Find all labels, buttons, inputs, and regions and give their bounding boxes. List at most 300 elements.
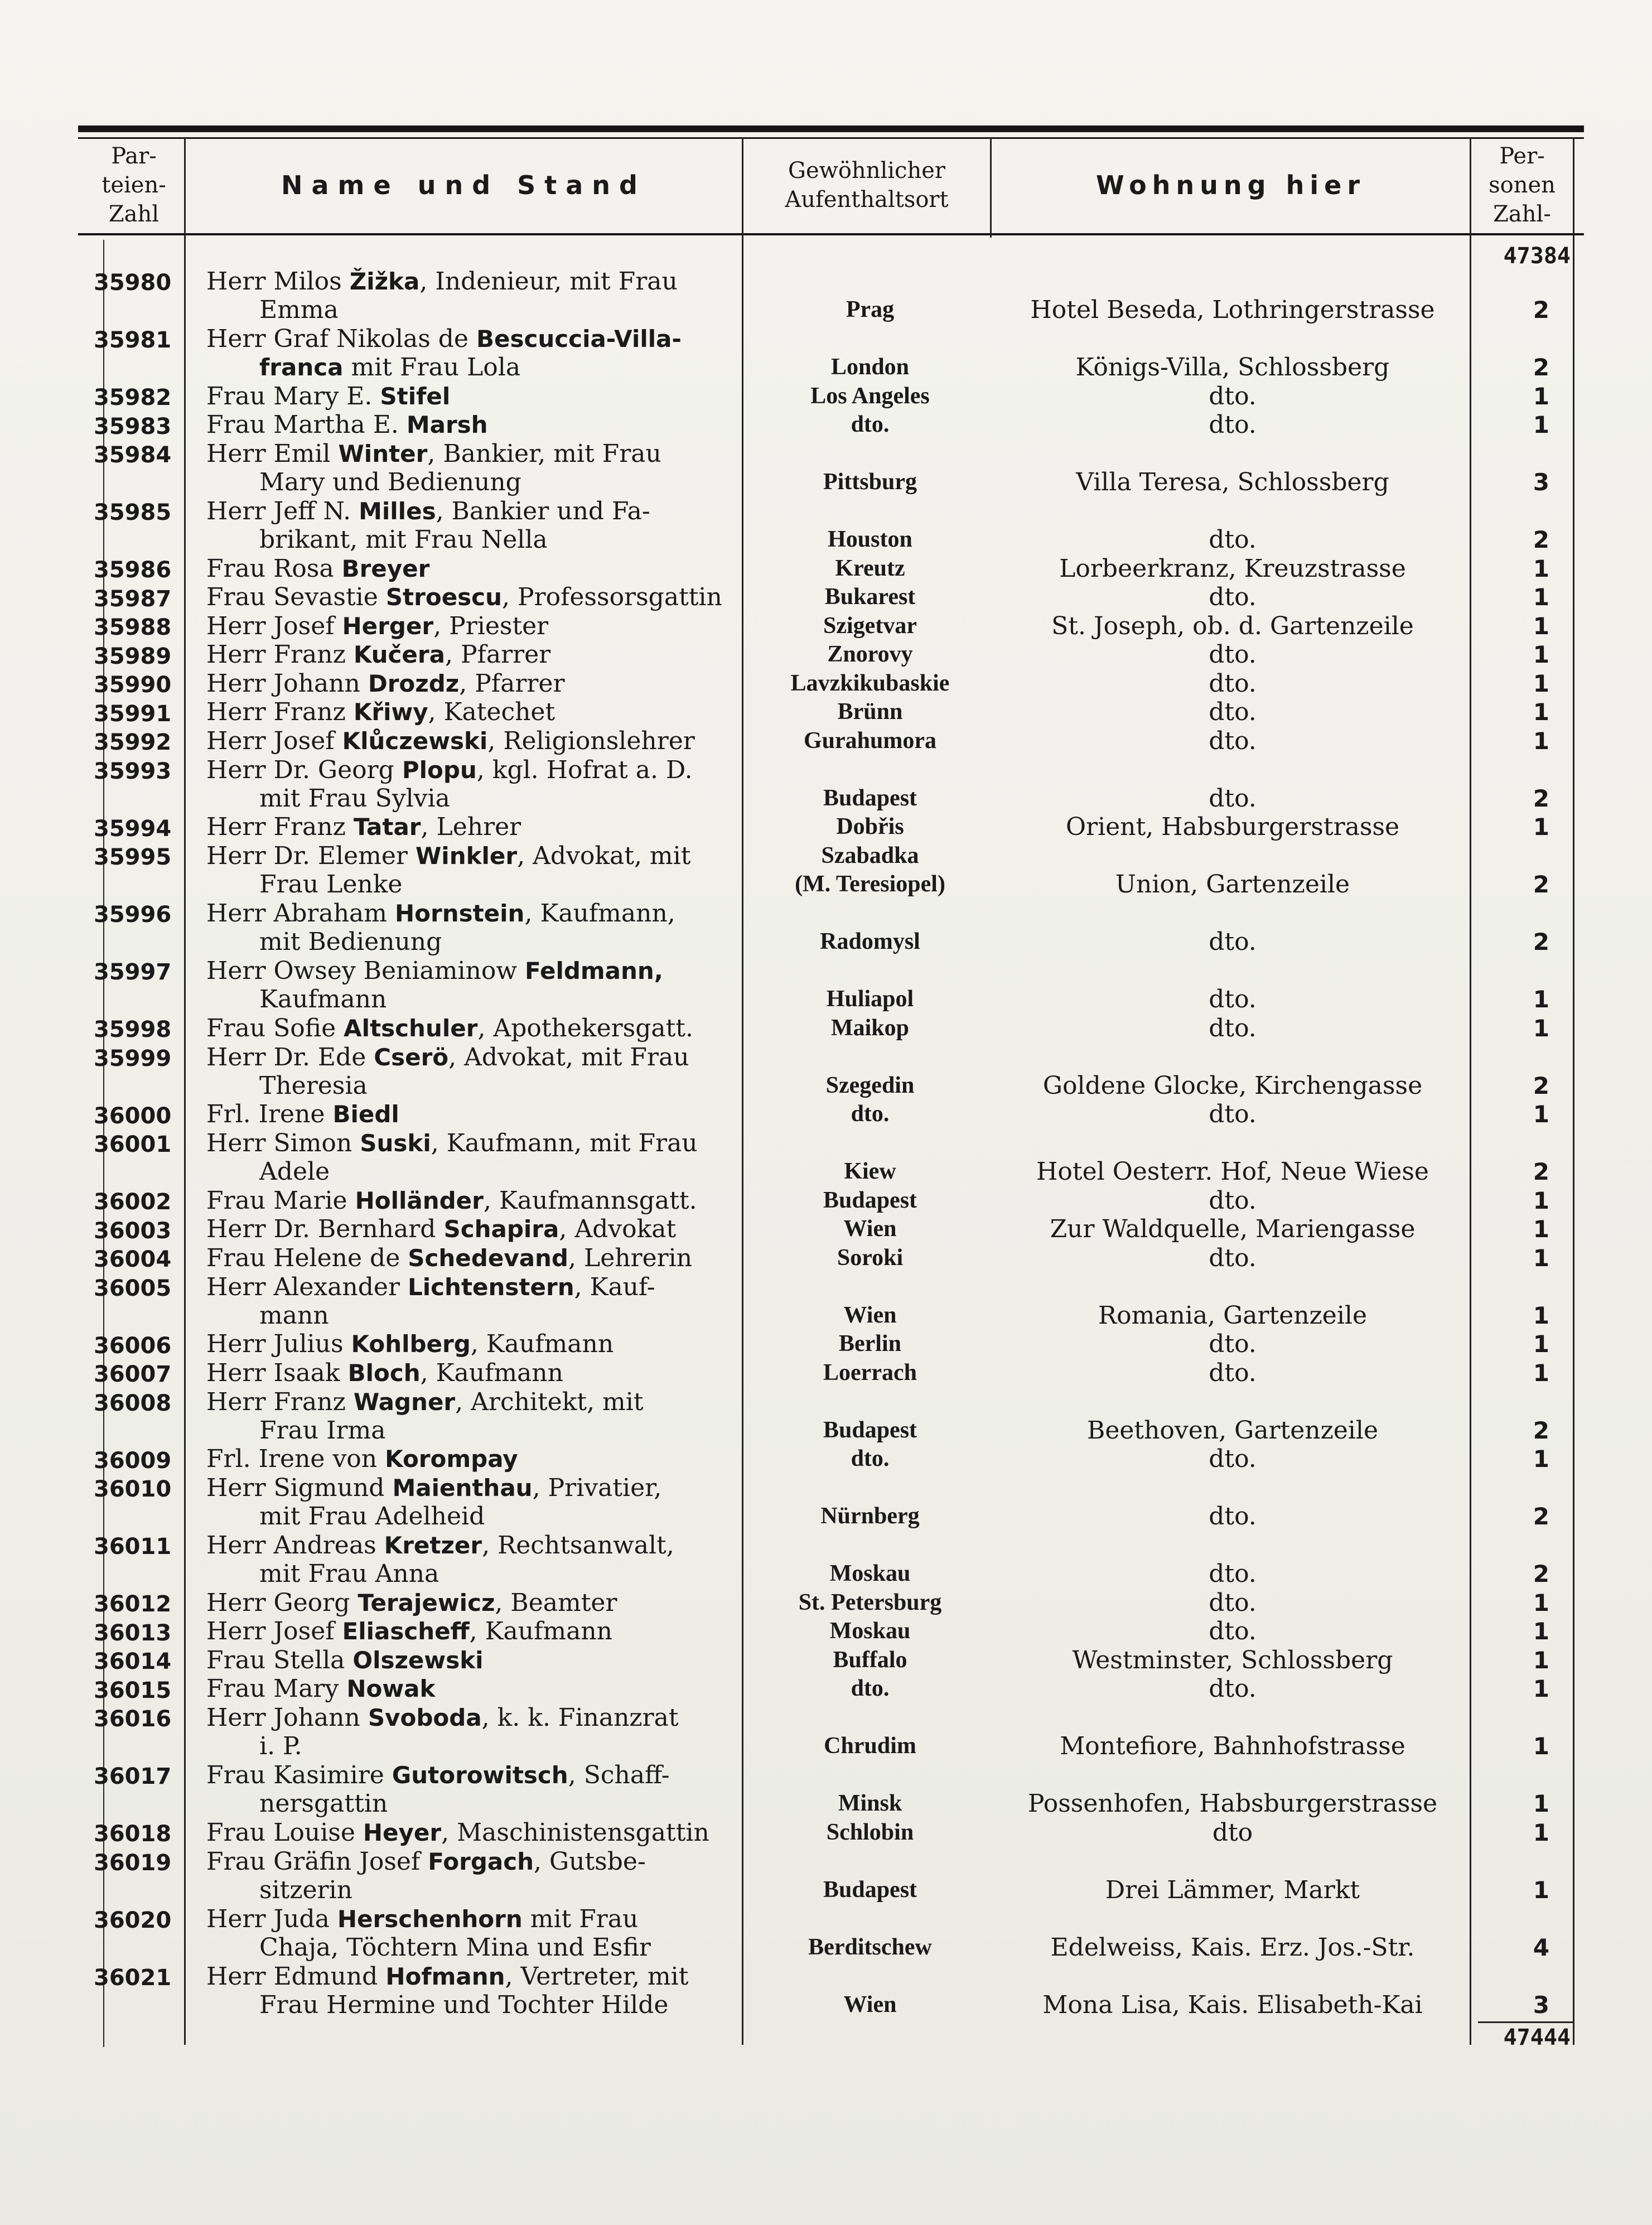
occupation: , Kaufmannsgatt. — [483, 1186, 697, 1215]
table-row — [0, 1645, 1652, 1674]
local-lodging: Villa Teresa, Schlossberg — [1076, 468, 1389, 496]
given-name: Marie — [273, 1186, 347, 1215]
sum-rule — [1478, 2021, 1573, 2023]
party-number: 35985 — [94, 500, 172, 525]
table-row — [0, 1760, 1652, 1818]
usual-residence: Wien — [843, 1302, 897, 1328]
salutation: Herr — [206, 755, 266, 784]
table-row — [0, 267, 1652, 324]
usual-residence-line: Szabadka — [821, 843, 919, 868]
local-lodging: Edelweiss, Kais. Erz. Jos.-Str. — [1050, 1933, 1415, 1962]
salutation: Herr — [206, 698, 266, 726]
name-and-status — [206, 325, 731, 382]
given-name: Jeff N. — [273, 497, 351, 525]
local-lodging: Montefiore, Bahnhofstrasse — [1060, 1732, 1405, 1760]
salutation: Herr — [206, 1272, 266, 1301]
name-and-status — [206, 1445, 731, 1473]
local-lodging: dto. — [1209, 784, 1257, 813]
person-count: 1 — [1533, 1618, 1549, 1645]
table-row — [0, 1818, 1652, 1847]
table-row — [0, 755, 1652, 813]
name-and-status — [206, 1531, 731, 1588]
party-number: 36008 — [94, 1390, 172, 1416]
surname: Marsh — [406, 411, 488, 438]
surname: Nowak — [346, 1675, 436, 1702]
given-name: Dr. Ede — [273, 1042, 366, 1072]
salutation: Frau — [206, 411, 266, 439]
person-count: 2 — [1533, 871, 1549, 898]
surname: Kohlberg — [351, 1330, 471, 1358]
name-and-status — [206, 842, 731, 899]
party-number: 35984 — [94, 442, 172, 468]
given-name: Graf Nikolas de — [273, 325, 468, 353]
name-and-status — [206, 1674, 731, 1703]
surname: Herschenhorn — [337, 1905, 523, 1933]
salutation: Herr — [206, 669, 266, 698]
usual-residence: Brünn — [837, 699, 903, 725]
occupation: , Priester — [433, 611, 549, 640]
salutation: Frl. — [206, 1100, 251, 1128]
local-lodging: Goldene Glocke, Kirchengasse — [1042, 1071, 1423, 1100]
occupation: , Advokat, mit — [517, 842, 691, 870]
table-row — [0, 698, 1652, 727]
party-number: 36000 — [94, 1103, 172, 1129]
salutation: Herr — [206, 813, 266, 841]
name-and-status — [206, 440, 731, 496]
name-and-status — [206, 899, 731, 956]
given-name: Isaak — [273, 1358, 340, 1387]
usual-residence: Buffalo — [833, 1647, 907, 1673]
usual-residence: Huliapol — [826, 986, 914, 1012]
salutation: Herr — [206, 1387, 266, 1416]
given-name: Johann — [273, 669, 360, 698]
usual-residence: Znorovy — [827, 641, 913, 667]
name-continued: mann — [259, 1301, 329, 1330]
given-name: Andreas — [273, 1531, 376, 1560]
occupation: , Kaufmann, mit Frau — [431, 1129, 698, 1157]
occupation: , Kauf- — [574, 1272, 655, 1301]
table-row — [0, 1128, 1652, 1186]
salutation: Frau — [206, 1013, 266, 1042]
given-name: Irene von — [258, 1445, 378, 1473]
usual-residence: Loerrach — [823, 1359, 917, 1386]
party-number: 35999 — [94, 1045, 172, 1072]
surname: Maienthau — [392, 1474, 533, 1502]
usual-residence: Szigetvar — [823, 612, 917, 639]
party-number: 35996 — [94, 902, 172, 928]
top-rule-thin — [78, 137, 1584, 139]
party-number: 35995 — [94, 844, 172, 870]
usual-residence: Soroki — [837, 1244, 904, 1271]
given-name: Abraham — [273, 899, 387, 928]
name-continued: mit Bedienung — [259, 928, 442, 956]
party-number: 35981 — [94, 327, 172, 353]
person-count: 1 — [1533, 1646, 1549, 1674]
surname: Schedevand — [408, 1244, 568, 1272]
name-continued: Theresia — [259, 1071, 368, 1100]
usual-residence: Pittsburg — [823, 469, 917, 495]
usual-residence — [750, 842, 990, 899]
person-count: 1 — [1533, 986, 1549, 1013]
table-row — [0, 1962, 1652, 2019]
salutation: Frau — [206, 1186, 266, 1215]
usual-residence: Moskau — [829, 1618, 911, 1644]
occupation: , Pfarrer — [459, 669, 565, 698]
given-name: Alexander — [273, 1272, 400, 1301]
person-count: 1 — [1533, 727, 1549, 755]
given-name: Franz — [273, 698, 346, 726]
header-origin: Gewöhnlicher Aufenthaltsort — [785, 158, 949, 213]
occupation: , Lehrerin — [568, 1243, 693, 1272]
name-and-status — [206, 813, 731, 841]
usual-residence: Los Angeles — [810, 383, 930, 409]
given-name: Sigmund — [273, 1474, 385, 1502]
party-number: 35987 — [94, 586, 172, 612]
occupation: , Religionslehrer — [487, 726, 695, 755]
table-row — [0, 611, 1652, 640]
local-lodging: dto. — [1209, 1100, 1257, 1128]
name-and-status — [206, 1905, 731, 1962]
party-number: 35994 — [94, 815, 172, 842]
local-lodging: Drei Lämmer, Markt — [1105, 1875, 1360, 1904]
local-lodging: dto. — [1209, 726, 1257, 755]
occupation: , Kaufmann — [470, 1330, 614, 1358]
salutation: Frau — [206, 554, 266, 583]
name-and-status — [206, 1847, 731, 1904]
given-name: Martha E. — [273, 411, 399, 439]
local-lodging: dto. — [1209, 1013, 1257, 1042]
party-number: 35980 — [94, 270, 172, 296]
surname: Stifel — [380, 382, 451, 410]
salutation: Frau — [206, 1761, 266, 1789]
person-count: 2 — [1533, 928, 1549, 955]
usual-residence: Budapest — [823, 1876, 917, 1903]
surname: Lichtenstern — [408, 1273, 574, 1301]
occupation: , Rechtsanwalt, — [482, 1531, 674, 1560]
salutation: Herr — [206, 1703, 266, 1732]
local-lodging: dto. — [1209, 1445, 1257, 1473]
local-lodging: Zur Waldquelle, Mariengasse — [1050, 1215, 1416, 1243]
surname: Herger — [342, 612, 434, 640]
local-lodging: dto. — [1209, 1588, 1257, 1617]
surname: Winter — [338, 440, 428, 467]
party-number: 36007 — [94, 1362, 172, 1387]
occupation: , k. k. Finanzrat — [481, 1703, 679, 1732]
surname: Kučera — [353, 641, 445, 668]
name-and-status — [206, 267, 731, 324]
salutation: Herr — [206, 1129, 266, 1157]
party-number: 36021 — [94, 1965, 172, 1991]
occupation: , Advokat, mit Frau — [448, 1042, 689, 1072]
person-count: 3 — [1533, 469, 1549, 496]
party-number: 35997 — [94, 959, 172, 985]
salutation: Frau — [206, 583, 266, 611]
person-count: 1 — [1533, 612, 1549, 640]
given-name: Josef — [273, 611, 335, 640]
surname: Gutorowitsch — [392, 1761, 568, 1789]
occupation: , Privatier, — [532, 1474, 662, 1502]
local-lodging: dto. — [1209, 669, 1257, 698]
salutation: Herr — [206, 440, 266, 468]
usual-residence: Kreutz — [835, 555, 905, 581]
given-name: Dr. Bernhard — [273, 1215, 436, 1243]
usual-residence: St. Petersburg — [798, 1589, 942, 1615]
name-continued: i. P. — [259, 1732, 302, 1760]
header-count: Per- sonen Zahl- — [1489, 143, 1556, 227]
occupation: , Beamter — [495, 1588, 617, 1617]
given-name: Sevastie — [273, 583, 378, 611]
person-count: 2 — [1533, 296, 1549, 324]
surname: Tatar — [353, 813, 421, 841]
party-number: 35990 — [94, 672, 172, 698]
surname: Bescuccia-Villa- — [476, 325, 682, 353]
header-address: Wohnung hier — [1095, 170, 1366, 200]
occupation: , Architekt, mit — [455, 1387, 644, 1416]
local-lodging: Königs-Villa, Schlossberg — [1075, 353, 1390, 382]
given-name: Milos — [273, 267, 342, 296]
given-name: Josef — [273, 1617, 335, 1645]
party-number: 35993 — [94, 758, 172, 784]
party-number: 36019 — [94, 1850, 172, 1876]
surname: Forgach — [428, 1847, 534, 1875]
local-lodging: dto. — [1209, 1186, 1257, 1215]
local-lodging: dto. — [1209, 411, 1257, 439]
table-row — [0, 899, 1652, 956]
surname: Bloch — [347, 1359, 421, 1387]
name-and-status — [206, 1215, 731, 1243]
party-number: 35988 — [94, 615, 172, 640]
local-lodging: dto. — [1209, 382, 1257, 411]
occupation: , Kaufmann, — [524, 899, 675, 928]
person-count: 1 — [1533, 669, 1549, 697]
given-name: Franz — [273, 813, 346, 841]
surname: Plopu — [402, 756, 477, 784]
surname: Hofmann — [385, 1962, 505, 1990]
person-count: 1 — [1533, 1301, 1549, 1329]
table-row — [0, 1013, 1652, 1042]
carried-total: 47384 — [1503, 243, 1571, 269]
usual-residence: Wien — [843, 1216, 897, 1242]
name-and-status — [206, 1186, 731, 1215]
person-count: 1 — [1533, 1330, 1549, 1358]
person-count: 1 — [1533, 1215, 1549, 1243]
party-number: 36013 — [94, 1620, 172, 1646]
name-and-status — [206, 497, 731, 554]
usual-residence: Minsk — [838, 1790, 902, 1816]
person-count: 2 — [1533, 1560, 1549, 1587]
usual-residence: Chrudim — [824, 1733, 916, 1759]
local-lodging: Possenhofen, Habsburgerstrasse — [1027, 1789, 1438, 1818]
surname: Svoboda — [368, 1704, 482, 1731]
given-name: Josef — [273, 726, 335, 755]
usual-residence: Schlobin — [826, 1819, 914, 1845]
person-count: 2 — [1533, 1158, 1549, 1185]
occupation: , Lehrer — [421, 813, 521, 841]
name-continued: mit Frau Lola — [343, 353, 521, 382]
top-rule — [78, 126, 1584, 132]
name-continued: Frau Lenke — [259, 870, 403, 899]
party-number: 36010 — [94, 1476, 172, 1502]
person-count: 1 — [1533, 554, 1549, 582]
usual-residence: dto. — [851, 1446, 890, 1471]
salutation: Herr — [206, 1531, 266, 1560]
name-and-status — [206, 1818, 731, 1847]
local-lodging: Lorbeerkranz, Kreuzstrasse — [1059, 554, 1406, 583]
occupation: mit Frau — [522, 1904, 639, 1933]
table-row — [0, 1358, 1652, 1387]
usual-residence: Prag — [846, 297, 895, 322]
name-continued: nersgattin — [259, 1789, 388, 1818]
party-number: 36009 — [94, 1447, 172, 1474]
final-total: 47444 — [1503, 2025, 1571, 2050]
local-lodging: dto. — [1209, 1243, 1257, 1272]
salutation: Herr — [206, 1588, 266, 1617]
name-continued: Frau Hermine und Tochter Hilde — [259, 1990, 669, 2019]
party-number: 35982 — [94, 385, 172, 411]
name-and-status — [206, 1646, 731, 1674]
name-and-status — [206, 1761, 731, 1818]
surname: Winkler — [415, 842, 518, 870]
person-count: 1 — [1533, 1790, 1549, 1817]
name-and-status — [206, 1244, 731, 1272]
local-lodging: dto. — [1209, 525, 1257, 554]
occupation: , Apothekersgatt. — [477, 1013, 693, 1042]
surname: Žižka — [349, 268, 420, 295]
table-row — [0, 726, 1652, 755]
surname: Heyer — [363, 1818, 442, 1846]
usual-residence: Wien — [843, 1991, 897, 2018]
given-name: Gräfin Josef — [273, 1847, 421, 1876]
name-and-status — [206, 1043, 731, 1100]
local-lodging: Westminster, Schlossberg — [1072, 1645, 1393, 1674]
given-name: Simon — [273, 1129, 352, 1157]
person-count: 1 — [1533, 813, 1549, 841]
occupation: , Bankier und Fa- — [436, 497, 650, 525]
salutation: Herr — [206, 1215, 266, 1243]
local-lodging: Romania, Gartenzeile — [1098, 1301, 1368, 1330]
occupation: , Pfarrer — [445, 640, 551, 669]
local-lodging: dto. — [1209, 1674, 1257, 1703]
occupation: , Vertreter, mit — [505, 1962, 689, 1991]
usual-residence: Lavzkikubaskie — [790, 670, 950, 696]
local-lodging: dto. — [1209, 698, 1257, 726]
salutation: Herr — [206, 957, 266, 985]
name-and-status — [206, 1589, 731, 1617]
surname: Klůczewski — [342, 727, 488, 755]
local-lodging: dto. — [1209, 1358, 1257, 1387]
surname: Biedl — [332, 1101, 399, 1128]
person-count: 4 — [1533, 1933, 1549, 1961]
surname: Cserö — [374, 1043, 449, 1071]
salutation: Herr — [206, 1358, 266, 1387]
table-row — [0, 669, 1652, 698]
given-name: Owsey Beniaminow — [273, 957, 517, 985]
table-row — [0, 1215, 1652, 1244]
given-name: Sofie — [273, 1013, 336, 1042]
table-row — [0, 1674, 1652, 1703]
occupation: , Kaufmann — [469, 1617, 613, 1645]
name-and-status — [206, 1617, 731, 1645]
given-name: Dr. Elemer — [273, 842, 408, 870]
occupation: , Maschinistensgattin — [441, 1818, 709, 1847]
table-row — [0, 1617, 1652, 1646]
name-continued: brikant, mit Frau Nella — [259, 525, 548, 554]
given-name: Kasimire — [273, 1761, 384, 1789]
header-rule — [78, 233, 1584, 235]
party-number: 36018 — [94, 1821, 172, 1847]
name-and-status — [206, 1962, 731, 2019]
occupation: , kgl. Hofrat a. D. — [476, 755, 693, 784]
table-row — [0, 1042, 1652, 1100]
occupation: , Kaufmann — [420, 1358, 563, 1387]
name-and-status — [206, 727, 731, 755]
table-row — [0, 1588, 1652, 1617]
person-count: 2 — [1533, 784, 1549, 812]
party-number: 35986 — [94, 557, 172, 583]
person-count: 2 — [1533, 526, 1549, 553]
occupation: , Schaff- — [568, 1761, 670, 1789]
usual-residence: London — [830, 354, 910, 380]
given-name: Mary — [273, 1674, 339, 1703]
salutation: Herr — [206, 267, 266, 296]
salutation: Frl. — [206, 1445, 251, 1473]
salutation: Herr — [206, 842, 266, 870]
given-name: Edmund — [273, 1962, 378, 1991]
local-lodging: Orient, Habsburgerstrasse — [1065, 813, 1400, 841]
header-name: Name und Stand — [281, 170, 646, 200]
party-number: 36012 — [94, 1591, 172, 1617]
salutation: Herr — [206, 1474, 266, 1502]
given-name: Georg — [273, 1588, 350, 1617]
table-row — [0, 382, 1652, 411]
name-and-status — [206, 957, 731, 1013]
surname: Terajewicz — [358, 1589, 495, 1616]
occupation: , Professorsgattin — [501, 583, 722, 611]
table-row — [0, 324, 1652, 382]
party-number: 36004 — [94, 1247, 172, 1272]
table-row — [0, 1330, 1652, 1359]
usual-residence: Berlin — [839, 1331, 901, 1357]
name-continued: Frau Irma — [259, 1416, 386, 1445]
person-count: 1 — [1533, 1675, 1549, 1702]
surname: Olszewski — [352, 1646, 484, 1674]
table-row — [0, 1445, 1652, 1474]
person-count: 1 — [1533, 382, 1549, 410]
given-name: Emil — [273, 440, 331, 468]
table-row — [0, 813, 1652, 842]
salutation: Frau — [206, 382, 266, 411]
salutation: Herr — [206, 640, 266, 669]
person-count: 1 — [1533, 641, 1549, 668]
name-and-status — [206, 612, 731, 640]
name-and-status — [206, 1129, 731, 1186]
table-row — [0, 841, 1652, 899]
name-and-status — [206, 1330, 731, 1358]
given-name: Franz — [273, 1387, 346, 1416]
usual-residence: Szegedin — [825, 1072, 915, 1098]
name-and-status — [206, 1359, 731, 1387]
name-and-status — [206, 669, 731, 698]
surname: Hornstein — [394, 900, 525, 927]
usual-residence-line: (M. Teresiopel) — [795, 871, 945, 897]
party-number: 35991 — [94, 701, 172, 727]
table-row — [0, 1904, 1652, 1962]
table-row — [0, 1100, 1652, 1129]
usual-residence: Budapest — [823, 1187, 917, 1213]
local-lodging: dto. — [1209, 985, 1257, 1013]
name-and-status — [206, 554, 731, 583]
header-number: Par- teien- Zahl — [102, 143, 166, 227]
